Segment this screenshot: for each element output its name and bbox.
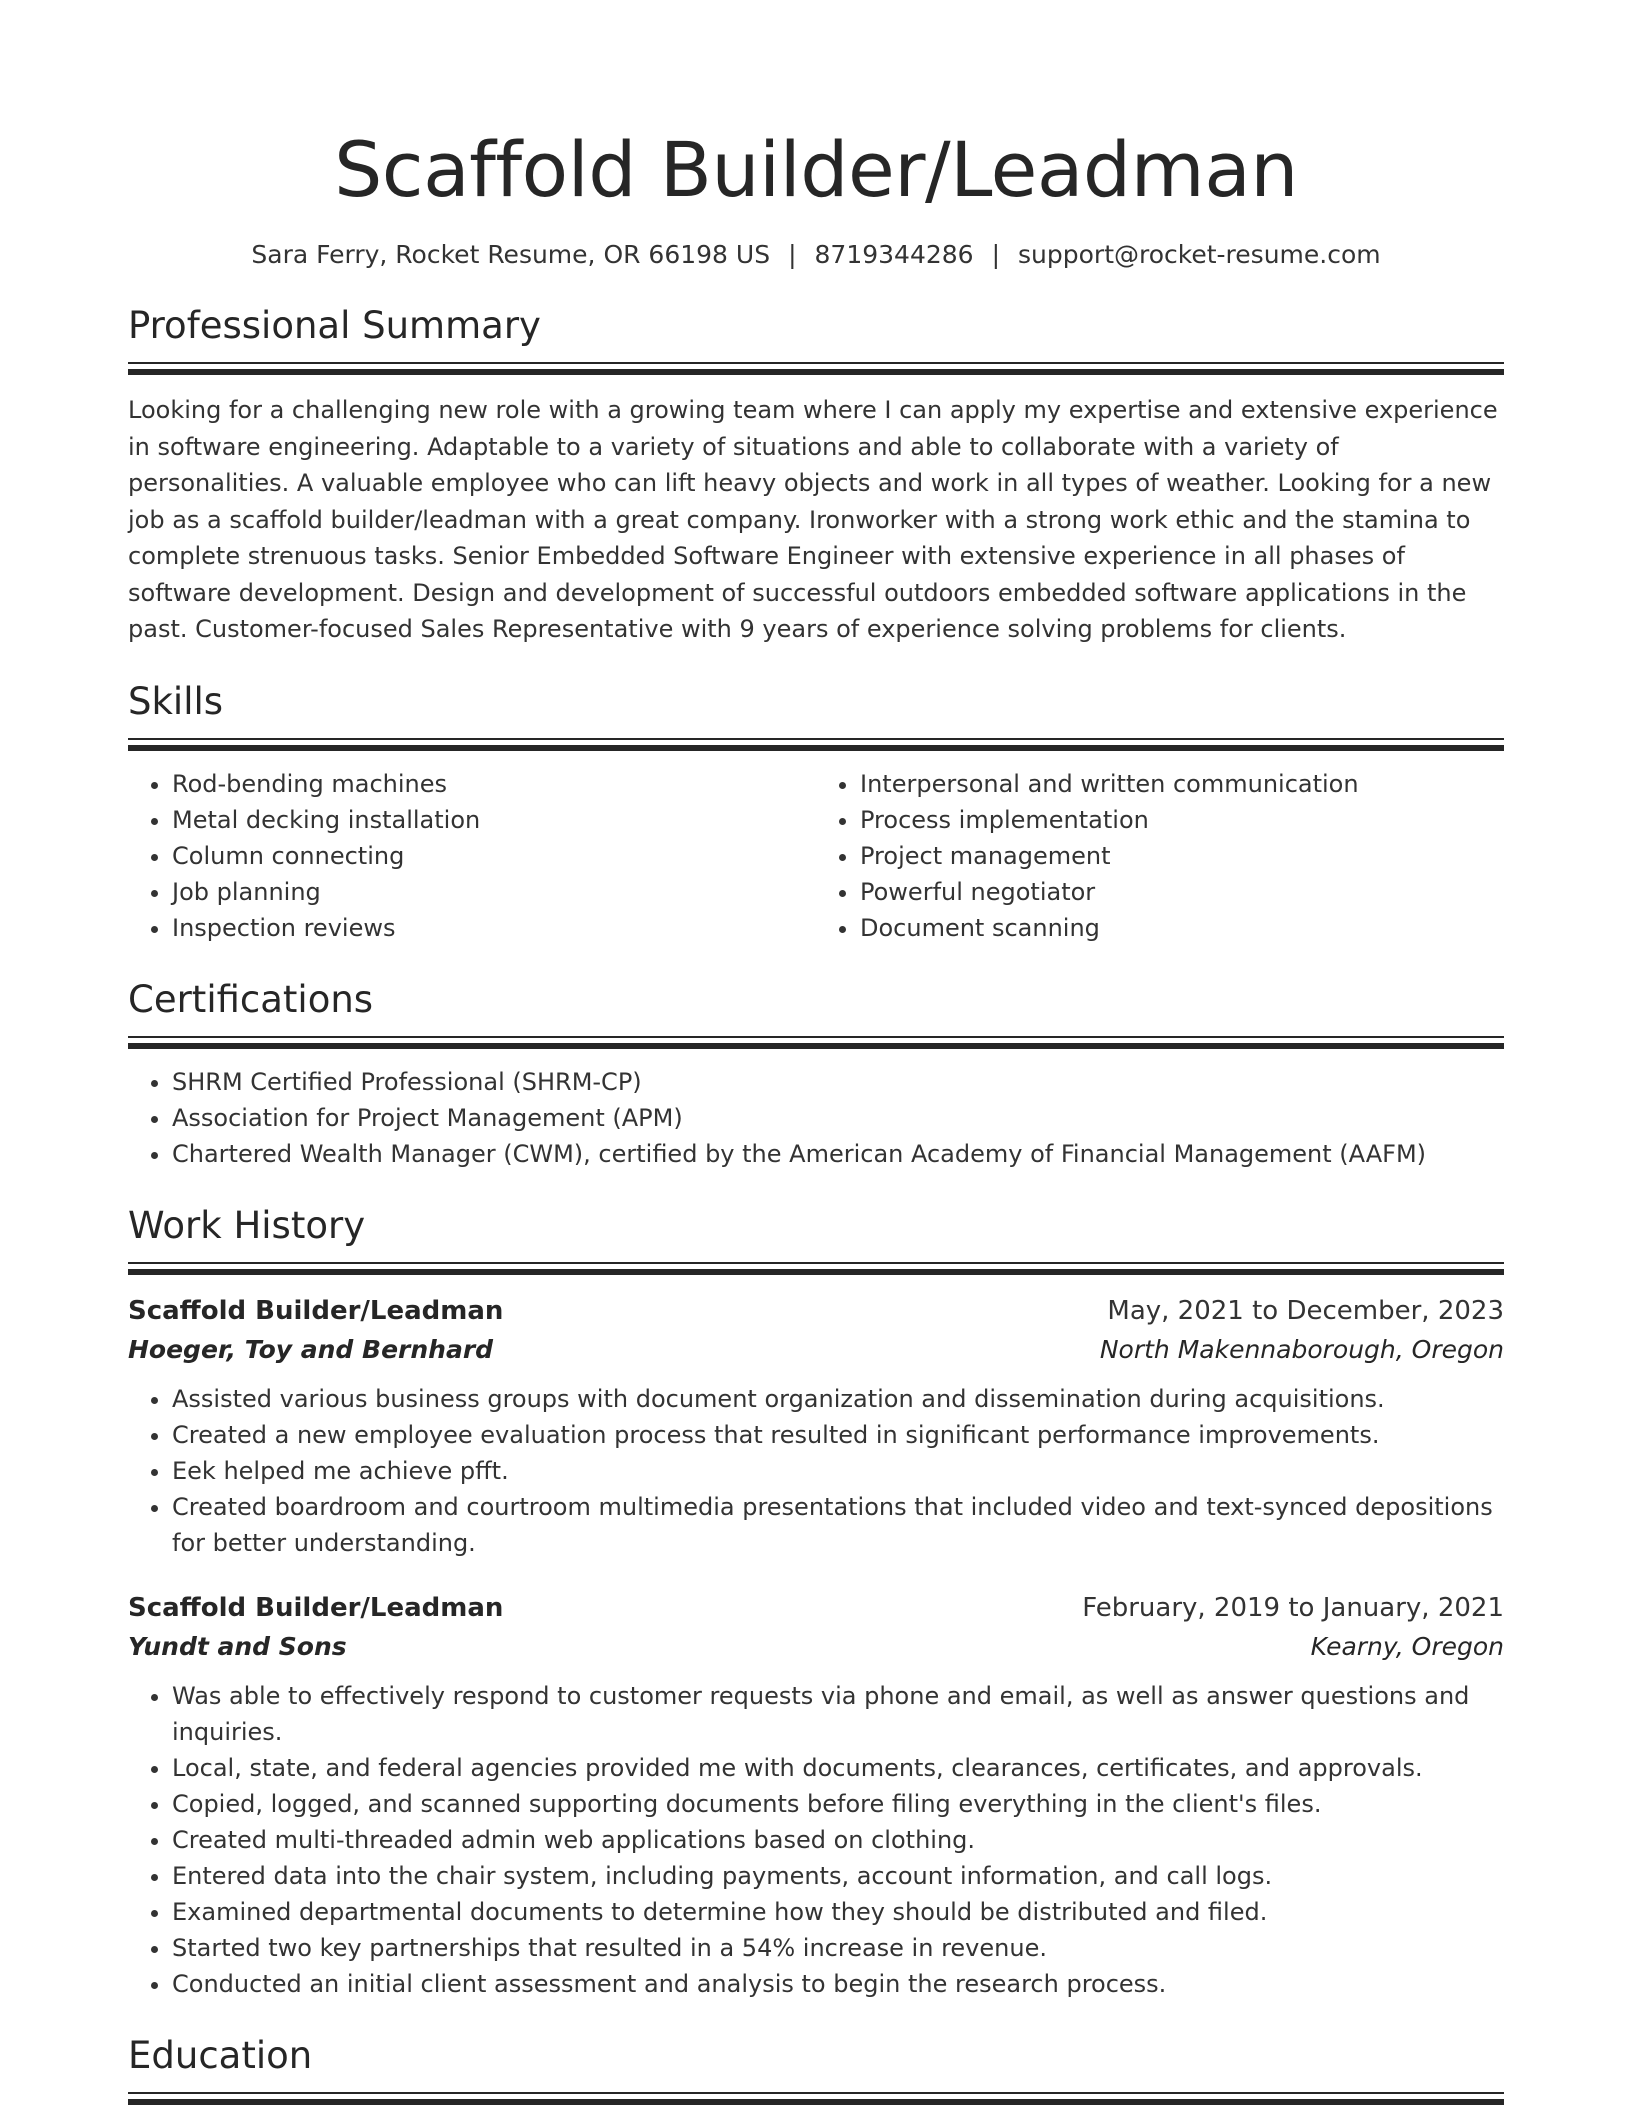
skill-item: • Process implementation	[860, 802, 1504, 838]
summary-heading: Professional Summary	[128, 304, 541, 347]
skill-item: • Interpersonal and written communication	[860, 766, 1504, 802]
job-dates: May, 2021 to December, 2023	[1107, 1295, 1504, 1326]
section-divider	[128, 362, 1504, 374]
section-divider	[128, 1262, 1504, 1274]
job-bullet: • Conducted an initial client assessment and analysis to begin the research process.	[172, 1966, 1504, 2002]
contact-line	[128, 238, 1504, 272]
resume-page	[128, 0, 1504, 2104]
job-location: Kearny, Oregon	[1310, 1631, 1504, 1661]
skill-item: • Project management	[860, 838, 1504, 874]
education-section	[128, 2032, 1504, 2104]
job-bullets	[128, 1678, 1504, 2002]
section-divider	[128, 1036, 1504, 1048]
contact-email[interactable]: support@rocket-resume.com	[1018, 240, 1381, 269]
job-bullet: • Copied, logged, and scanned supporting documents before filing everything in the client's files.	[172, 1786, 1504, 1822]
skill-item: • Rod-bending machines	[172, 766, 816, 802]
skill-item: • Inspection reviews	[172, 910, 816, 946]
job-subheader	[128, 1628, 1504, 1666]
job-header	[128, 1589, 1504, 1628]
job-bullets	[128, 1381, 1504, 1561]
certifications-section	[128, 976, 1504, 1172]
contact-separator: |	[991, 240, 1001, 269]
job-dates: February, 2019 to January, 2021	[1082, 1592, 1504, 1623]
skills-list-right	[816, 766, 1504, 946]
certification-item: • SHRM Certified Professional (SHRM-CP)	[172, 1064, 1504, 1100]
skill-item: • Document scanning	[860, 910, 1504, 946]
job-bullet: • Started two key partnerships that resulted in a 54% increase in revenue.	[172, 1930, 1504, 1966]
summary-text: Looking for a challenging new role with a growing team where I can apply my expertise and extensive experience in software engineering. Adaptable to a variety of situations and able to collaborate with a variety of personalities. A valuable employee who can lift heavy objects and work in all types of weather. Looking for a new job as a scaffold builder/leadman with a great company. Ironworker with a strong work ethic and the stamina to complete strenuous tasks. Senior Embedded Software Engineer with extensive experience in all phases of software development. Design and development of successful outdoors embedded software applications in the past. Customer-focused Sales Representative with 9 years of experience solving problems for clients.	[128, 396, 1498, 643]
skills-list-left	[128, 766, 816, 946]
job-bullet: • Created multi-threaded admin web applications based on clothing.	[172, 1822, 1504, 1858]
skill-item: • Metal decking installation	[172, 802, 816, 838]
work-history-heading: Work History	[128, 1203, 366, 1247]
job-location: North Makennaborough, Oregon	[1099, 1334, 1504, 1364]
job-bullet: • Local, state, and federal agencies provided me with documents, clearances, certificates, and approvals.	[172, 1750, 1504, 1786]
job-bullet: • Eek helped me achieve pfft.	[172, 1453, 1504, 1489]
summary-section	[128, 302, 1504, 648]
job-bullet: • Entered data into the chair system, including payments, account information, and call logs.	[172, 1858, 1504, 1894]
candidate-name: Scaffold Builder/Leadman	[334, 125, 1298, 214]
job-bullet: • Created boardroom and courtroom multimedia presentations that included video and text-synced depositions for better understanding.	[172, 1489, 1504, 1561]
job-company: Yundt and Sons	[128, 1631, 347, 1661]
contact-phone: 8719344286	[814, 240, 974, 269]
section-divider	[128, 738, 1504, 750]
job-bullet: • Created a new employee evaluation process that resulted in significant performance improvements.	[172, 1417, 1504, 1453]
contact-separator: |	[788, 240, 797, 269]
job-header	[128, 1292, 1504, 1331]
certifications-list	[128, 1064, 1504, 1172]
certification-item: • Association for Project Management (APM)	[172, 1100, 1504, 1136]
job-entry	[128, 1589, 1504, 2002]
skills-heading: Skills	[128, 679, 224, 723]
job-company: Hoeger, Toy and Bernhard	[128, 1334, 494, 1364]
skill-item: • Column connecting	[172, 838, 816, 874]
work-history-section	[128, 1202, 1504, 2002]
education-heading: Education	[128, 2033, 313, 2077]
skill-item: • Powerful negotiator	[860, 874, 1504, 910]
skills-section	[128, 678, 1504, 946]
contact-address: Sara Ferry, Rocket Resume, OR 66198 US	[251, 240, 771, 269]
job-bullet: • Examined departmental documents to determine how they should be distributed and filed.	[172, 1894, 1504, 1930]
job-bullet: • Assisted various business groups with document organization and dissemination during acquisitions.	[172, 1381, 1504, 1417]
job-entry	[128, 1292, 1504, 1561]
job-title: Scaffold Builder/Leadman	[128, 1295, 504, 1326]
job-subheader	[128, 1331, 1504, 1369]
job-title: Scaffold Builder/Leadman	[128, 1592, 504, 1623]
section-divider	[128, 2092, 1504, 2104]
skills-columns	[128, 766, 1504, 946]
job-bullet: • Was able to effectively respond to customer requests via phone and email, as well as answer questions and inquiries.	[172, 1678, 1504, 1750]
certification-item: • Chartered Wealth Manager (CWM), certified by the American Academy of Financial Management (AAFM)	[172, 1136, 1504, 1172]
skill-item: • Job planning	[172, 874, 816, 910]
certifications-heading: Certifications	[128, 977, 374, 1021]
